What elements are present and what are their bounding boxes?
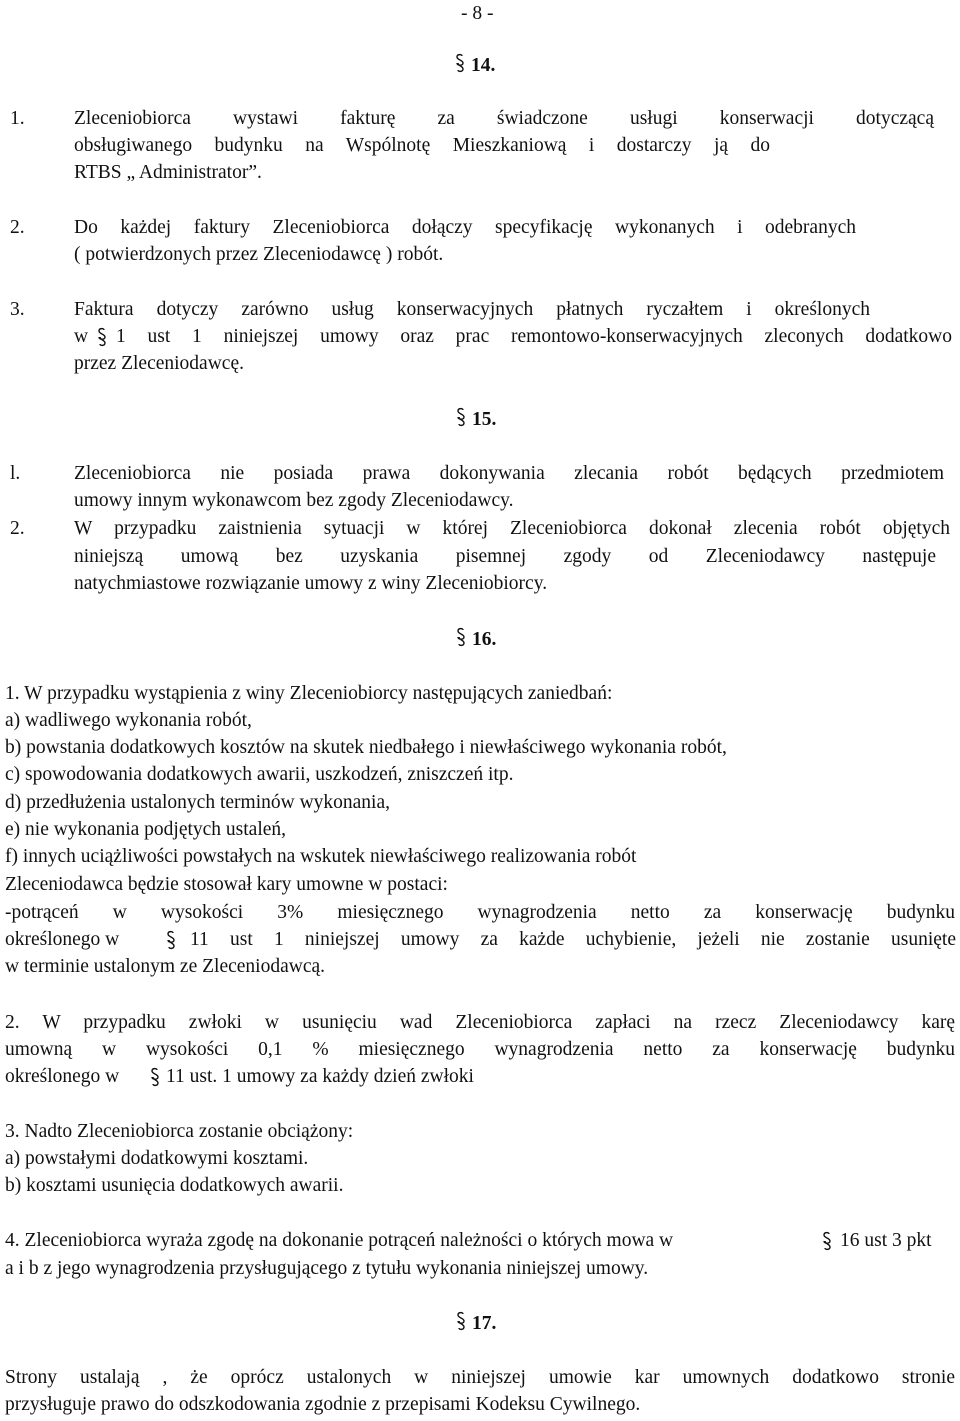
text-line: e) nie wykonania podjętych ustaleń, [5,819,287,840]
item-line: obsługiwanego budynku na Wspólnotę Mieszkaniową i dostarczy ją do [74,135,770,156]
text-line: 1. W przypadku wystąpienia z winy Zleceniobiorcy następujących zaniedbań: [5,683,613,704]
paragraph-sign-icon [150,1067,160,1087]
item-number: 3. [10,299,25,320]
text-line: a) wadliwego wykonania robót, [5,710,252,731]
text-line: a) powstałymi dodatkowymi kosztami. [5,1148,309,1169]
text-line: 4. Zleceniobiorca wyraża zgodę na dokonanie potrąceń należności o których mowa w [5,1230,674,1251]
text-line: określonego w [5,929,120,950]
item-number: 2. [10,217,25,238]
paragraph-sign-icon [166,930,176,950]
text-line: 16 ust 3 pkt [840,1230,932,1251]
paragraph-sign-icon [822,1231,832,1251]
text-line: -potrąceń w wysokości 3% miesięcznego wynagrodzenia netto za konserwację budynku [5,902,955,923]
page-number: - 8 - [461,3,494,24]
item-line: ( potwierdzonych przez Zleceniodawcę ) robót. [74,244,444,265]
paragraph-sign-icon [456,407,466,429]
item-line: Zleceniobiorca nie posiada prawa dokonywania zlecania robót będących przedmiotem [74,463,944,484]
item-line: natychmiastowe rozwiązanie umowy z winy Zleceniobiorcy. [74,573,548,594]
item-line: Faktura dotyczy zarówno usług konserwacyjnych płatnych ryczałtem i określonych [74,299,870,320]
item-number: 1. [10,108,25,129]
item-line: 1 ust 1 niniejszej umowy oraz prac remontowo-konserwacyjnych zleconych dodatkowo [116,326,952,347]
item-line: Do każdej faktury Zleceniobiorca dołączy specyfikację wykonanych i odebranych [74,217,856,238]
text-line: f) innych uciążliwości powstałych na wskutek niewłaściwego realizowania robót [5,846,637,867]
item-line-prefix: w [74,326,89,347]
paragraph-sign-icon [97,327,107,347]
item-number: 2. [10,518,25,539]
text-line: przysługuje prawo do odszkodowania zgodnie z przepisami Kodeksu Cywilnego. [5,1394,641,1415]
item-line: W przypadku zaistnienia sytuacji w której Zleceniobiorca dokonał zlecenia robót objętych [74,518,950,539]
paragraph-sign-icon [456,1311,466,1333]
text-line: określonego w [5,1066,120,1087]
item-number: l. [10,463,21,484]
paragraph-sign-icon [455,53,465,75]
item-line: niniejszą umową bez uzyskania pisemnej zgody od Zleceniodawcy następuje [74,546,936,567]
section-heading-15: 15. [456,406,496,433]
text-line: b) kosztami usunięcia dodatkowych awarii. [5,1175,344,1196]
item-line: przez Zleceniodawcę. [74,353,244,374]
text-line: b) powstania dodatkowych kosztów na skutek niedbałego i niewłaściwego wykonania robót, [5,737,727,758]
text-line: umowną w wysokości 0,1 % miesięcznego wynagrodzenia netto za konserwację budynku [5,1039,955,1060]
text-line: 3. Nadto Zleceniobiorca zostanie obciążony: [5,1121,354,1142]
item-line: Zleceniobiorca wystawi fakturę za świadczone usługi konserwacji dotyczącą [74,108,934,129]
text-line: 2. W przypadku zwłoki w usunięciu wad Zleceniobiorca zapłaci na rzecz Zleceniodawcy karę [5,1012,955,1033]
text-line: d) przedłużenia ustalonych terminów wykonania, [5,792,391,813]
section-heading-17: 17. [456,1310,496,1337]
section-heading-14: 14. [455,52,495,79]
item-line: umowy innym wykonawcom bez zgody Zleceniodawcy. [74,490,514,511]
text-line: a i b z jego wynagrodzenia przysługującego z tytułu wykonania niniejszej umowy. [5,1258,649,1279]
text-line: 11 ust 1 niniejszej umowy za każde uchybienie, jeżeli nie zostanie usunięte [190,929,956,950]
text-line: Zleceniodawca będzie stosował kary umowne w postaci: [5,874,448,895]
text-line: 11 ust. 1 umowy za każdy dzień zwłoki [166,1066,474,1087]
paragraph-sign-icon [456,627,466,649]
section-heading-16: 16. [456,626,496,653]
item-line: RTBS „ Administrator”. [74,162,262,183]
text-line: Strony ustalają , że oprócz ustalonych w niniejszej umowie kar umownych dodatkowo stronie [5,1367,955,1388]
text-line: c) spowodowania dodatkowych awarii, uszkodzeń, zniszczeń itp. [5,764,514,785]
text-line: w terminie ustalonym ze Zleceniodawcą. [5,956,325,977]
